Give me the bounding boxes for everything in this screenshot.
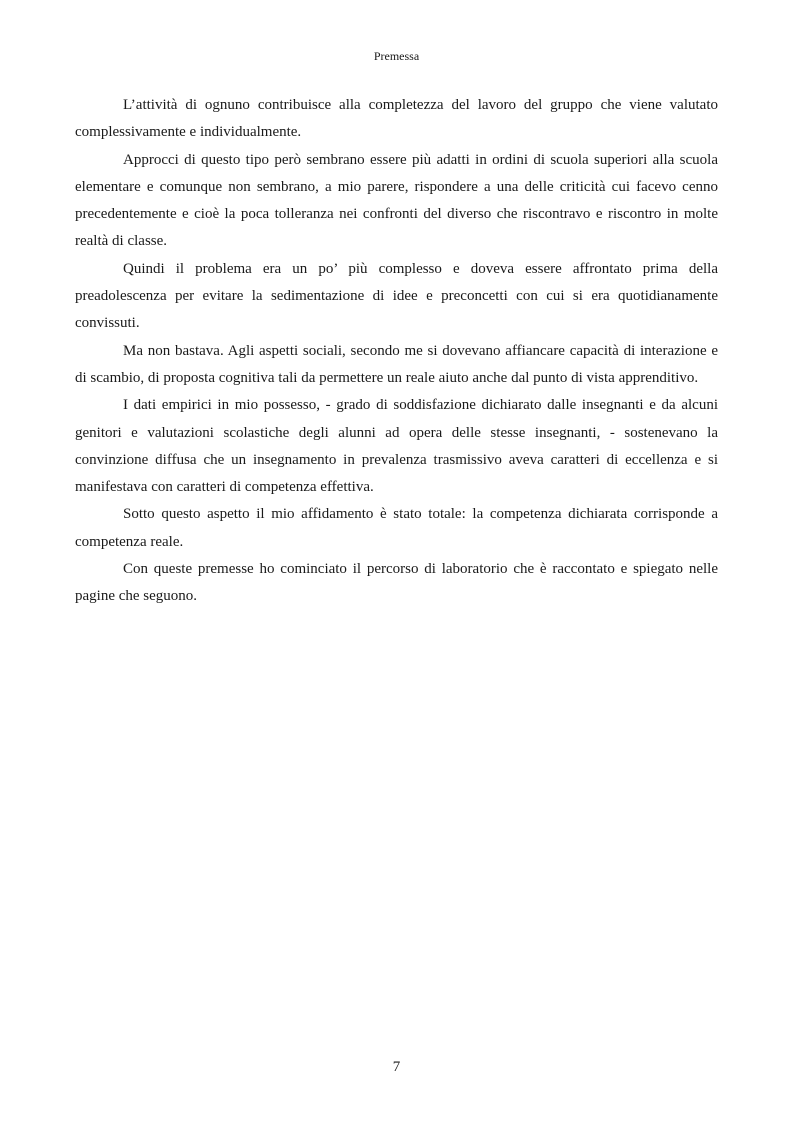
- paragraph-4: Ma non bastava. Agli aspetti sociali, secondo me si dovevano affiancare capacità di interazione e di scambio, di proposta cognitiva tali da permettere un reale aiuto anche dal punto di vista apprenditivo.: [75, 342, 718, 386]
- paragraph-3: Quindi il problema era un po’ più complesso e doveva essere affrontato prima della preadolescenza per evitare la sedimentazione di idee e preconcetti con cui si era quotidianamente convissuti.: [75, 260, 718, 332]
- paragraph-1: L’attività di ognuno contribuisce alla completezza del lavoro del gruppo che viene valutato complessivamente e individualmente.: [75, 97, 718, 141]
- paragraph-7: Con queste premesse ho cominciato il percorso di laboratorio che è raccontato e spiegato nelle pagine che seguono.: [75, 561, 718, 605]
- running-header: Premessa: [373, 49, 420, 63]
- body-text: [75, 92, 718, 611]
- paragraph-5: I dati empirici in mio possesso, - grado di soddisfazione dichiarato dalle insegnanti e da alcuni genitori e valutazioni scolastiche degli alunni ad opera delle stesse insegnanti, - sostenevano la convinzione diffusa che un insegnamento in prevalenza trasmissivo aveva caratteri di eccellenza e si manifestava con caratteri di competenza effettiva.: [75, 397, 718, 496]
- paragraph-6: Sotto questo aspetto il mio affidamento è stato totale: la competenza dichiarata corrisponde a competenza reale.: [75, 506, 718, 550]
- paragraph-2: Approcci di questo tipo però sembrano essere più adatti in ordini di scuola superiori alla scuola elementare e comunque non sembrano, a mio parere, rispondere a una delle criticità cui facevo cenno precedentemente e cioè la poca tolleranza nei confronti del diverso che riscontravo e riscontro in molte realtà di classe.: [75, 151, 718, 250]
- page-number: 7: [392, 1059, 401, 1075]
